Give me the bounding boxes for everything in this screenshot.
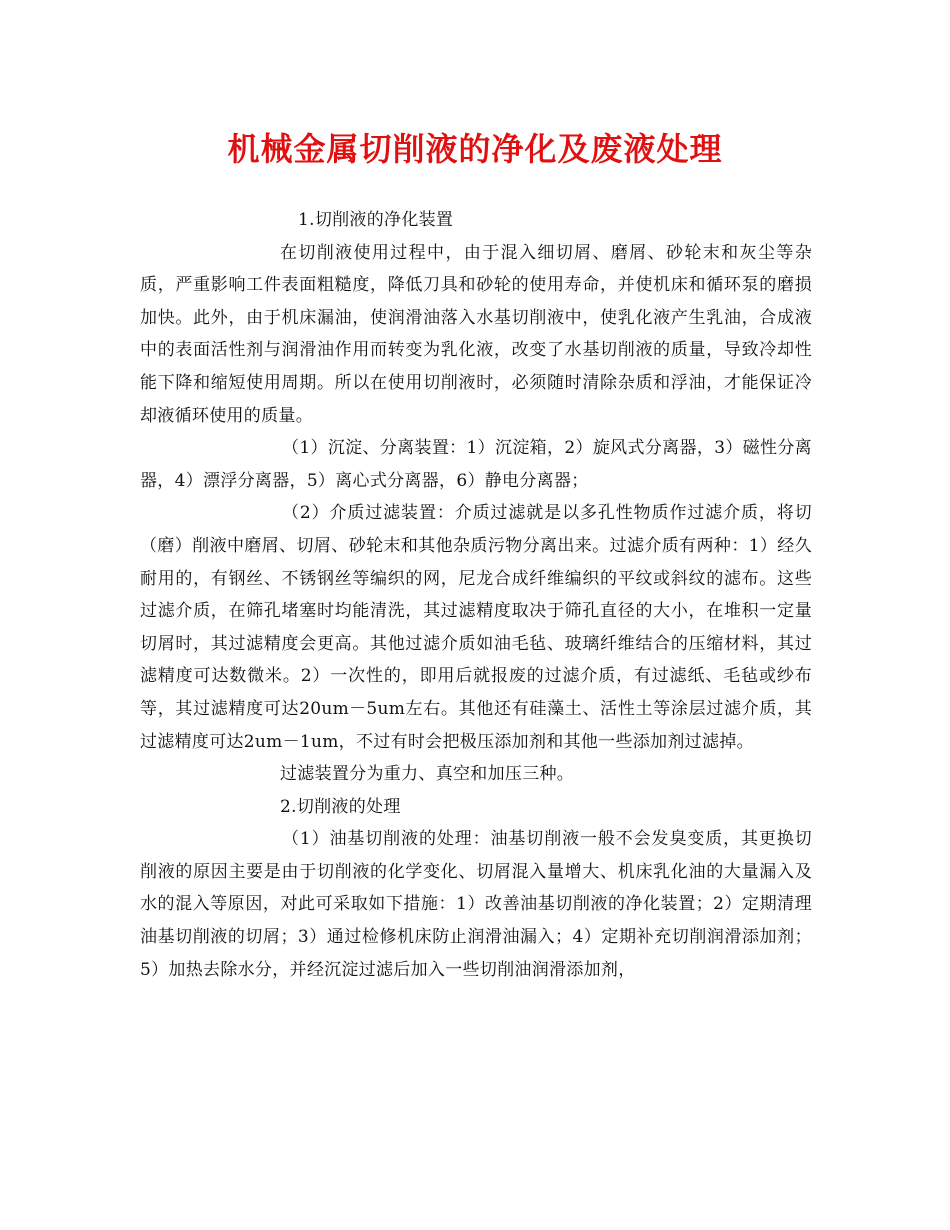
paragraph-intro: 在切削液使用过程中，由于混入细切屑、磨屑、砂轮末和灰尘等杂质，严重影响工件表面粗糙度，降低刀具和砂轮的使用寿命，并使机床和循环泵的磨损加快。此外，由于机床漏油，使润滑油落入水基切削液中，使乳化液产生乳油，合成液中的表面活性剂与润滑油作用而转变为乳化液，改变了水基切削液的质量，导致冷却性能下降和缩短使用周期。所以在使用切削液时，必须随时清除杂质和浮油，才能保证冷却液循环使用的质量。 bbox=[140, 242, 812, 426]
paragraph-oil-based-treatment: （1）油基切削液的处理：油基切削液一般不会发臭变质，其更换切削液的原因主要是由于切削液的化学变化、切屑混入量增大、机床乳化油的大量漏入及水的混入等原因，对此可采取如下措施：1）改善油基切削液的净化装置；2）定期清理油基切削液的切屑；3）通过检修机床防止润滑油漏入；4）定期补充切削润滑添加剂；5）加热去除水分，并经沉淀过滤后加入一些切削油润滑添加剂， bbox=[140, 829, 812, 980]
section-heading-treatment: 2.切削液的处理 bbox=[280, 796, 401, 817]
paragraph-filter-types: 过滤装置分为重力、真空和加压三种。 bbox=[280, 764, 575, 785]
section-heading-purification: 1.切削液的净化装置 bbox=[298, 210, 454, 230]
document-title: 机械金属切削液的净化及废液处理 bbox=[227, 130, 723, 168]
document-body bbox=[140, 204, 812, 986]
paragraph-media-filtration: （2）介质过滤装置：介质过滤就是以多孔性物质作过滤介质，将切（磨）削液中磨屑、切屑、砂轮末和其他杂质污物分离出来。过滤介质有两种：1）经久耐用的，有钢丝、不锈钢丝等编织的网，尼龙合成纤维编织的平纹或斜纹的滤布。这些过滤介质，在筛孔堵塞时均能清洗，其过滤精度取决于筛孔直径的大小，在堆积一定量切屑时，其过滤精度会更高。其他过滤介质如油毛毡、玻璃纤维结合的压缩材料，其过滤精度可达数微米。2）一次性的，即用后就报废的过滤介质，有过滤纸、毛毡或纱布等，其过滤精度可达20um－5um左右。其他还有硅藻土、活性土等涂层过滤介质，其过滤精度可达2um－1um，不过有时会把极压添加剂和其他一些添加剂过滤掉。 bbox=[140, 503, 812, 752]
paragraph-separation-devices: （1）沉淀、分离装置：1）沉淀箱，2）旋风式分离器，3）磁性分离器，4）漂浮分离器，5）离心式分离器，6）静电分离器； bbox=[140, 438, 812, 491]
